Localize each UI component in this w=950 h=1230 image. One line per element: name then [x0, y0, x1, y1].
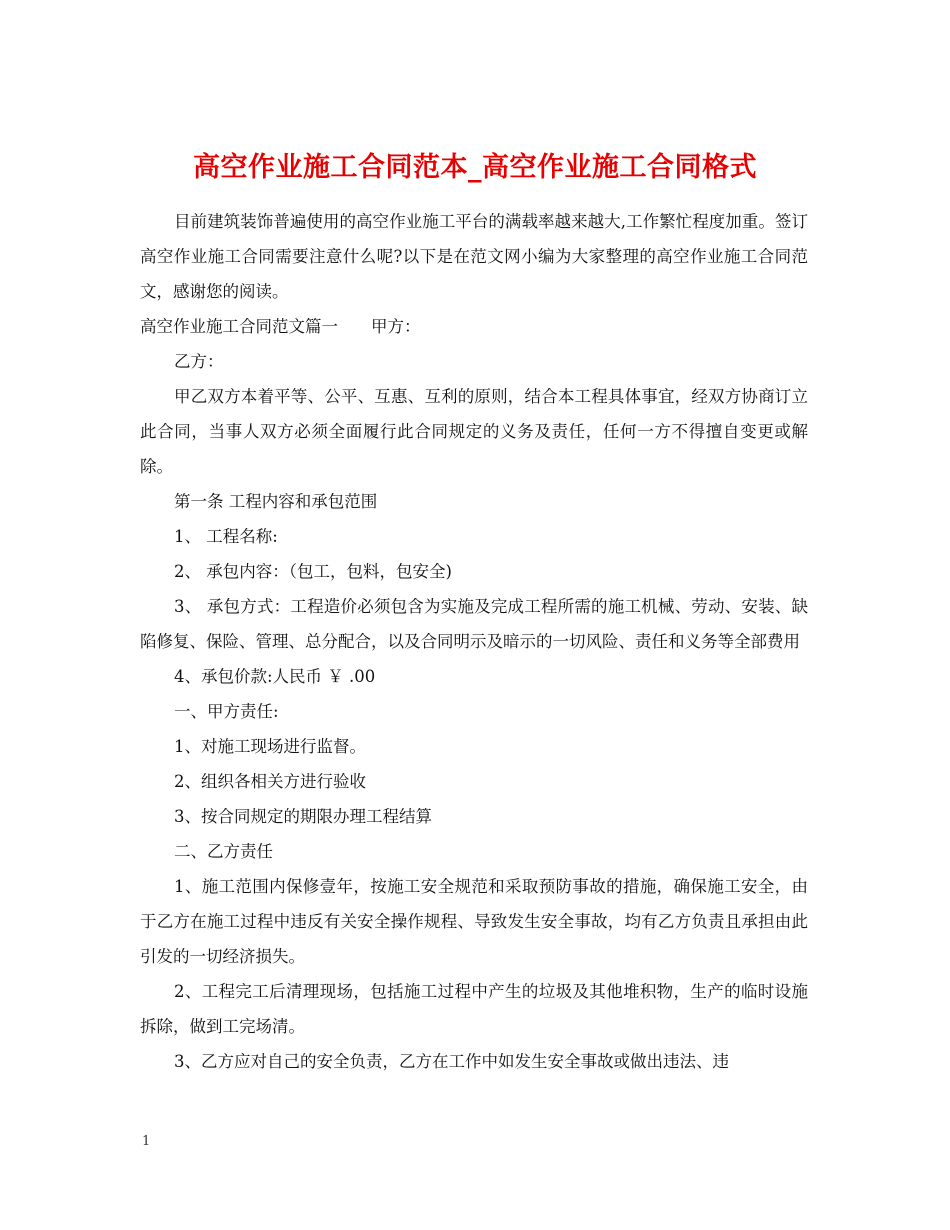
paragraph-13: 二、乙方责任 — [174, 842, 273, 861]
paragraph-4: 第一条 工程内容和承包范围 — [174, 492, 378, 511]
paragraph-3: 甲乙双方本着平等、公平、互惠、互利的原则，结合本工程具体事宜，经双方协商订立此合同，当事人双方必须全面履行此合同规定的义务及责任，任何一方不得擅自变更或解除。 — [140, 387, 808, 476]
paragraph-5: 1、 工程名称: — [174, 527, 278, 546]
paragraph-8: 4、承包价款:人民币 ￥ .00 — [174, 667, 376, 686]
paragraph-0: 目前建筑装饰普遍使用的高空作业施工平台的满载率越来越大,工作繁忙程度加重。签订高空作业施工合同需要注意什么呢?以下是在范文网小编为大家整理的高空作业施工合同范文，感谢您的阅读。 — [140, 212, 808, 301]
document-title: 高空作业施工合同范本_高空作业施工合同格式 — [193, 152, 757, 184]
paragraph-16: 3、乙方应对自己的安全负责，乙方在工作中如发生安全事故或做出违法、违 — [174, 1052, 729, 1071]
paragraph-9: 一、甲方责任: — [174, 702, 279, 721]
paragraph-14: 1、施工范围内保修壹年，按施工安全规范和采取预防事故的措施，确保施工安全，由于乙方在施工过程中违反有关安全操作规程、导致发生安全事故，均有乙方负责且承担由此引发的一切经济损失。 — [140, 877, 808, 966]
page-number: 1 — [142, 1134, 151, 1149]
paragraph-10: 1、对施工现场进行监督。 — [174, 737, 366, 756]
paragraph-2: 乙方： — [174, 352, 224, 371]
paragraph-6: 2、 承包内容：（包工，包料，包安全) — [174, 562, 452, 581]
paragraph-1: 高空作业施工合同范文篇一 甲方： — [140, 317, 421, 336]
paragraph-7: 3、 承包方式：工程造价必须包含为实施及完成工程所需的施工机械、劳动、安装、缺陷修复、保险、管理、总分配合，以及合同明示及暗示的一切风险、责任和义务等全部费用 — [140, 597, 808, 651]
document-body — [140, 204, 808, 1079]
paragraph-11: 2、组织各相关方进行验收 — [174, 772, 366, 791]
paragraph-12: 3、按合同规定的期限办理工程结算 — [174, 807, 432, 826]
paragraph-15: 2、工程完工后清理现场，包括施工过程中产生的垃圾及其他堆积物，生产的临时设施拆除，做到工完场清。 — [140, 982, 808, 1036]
